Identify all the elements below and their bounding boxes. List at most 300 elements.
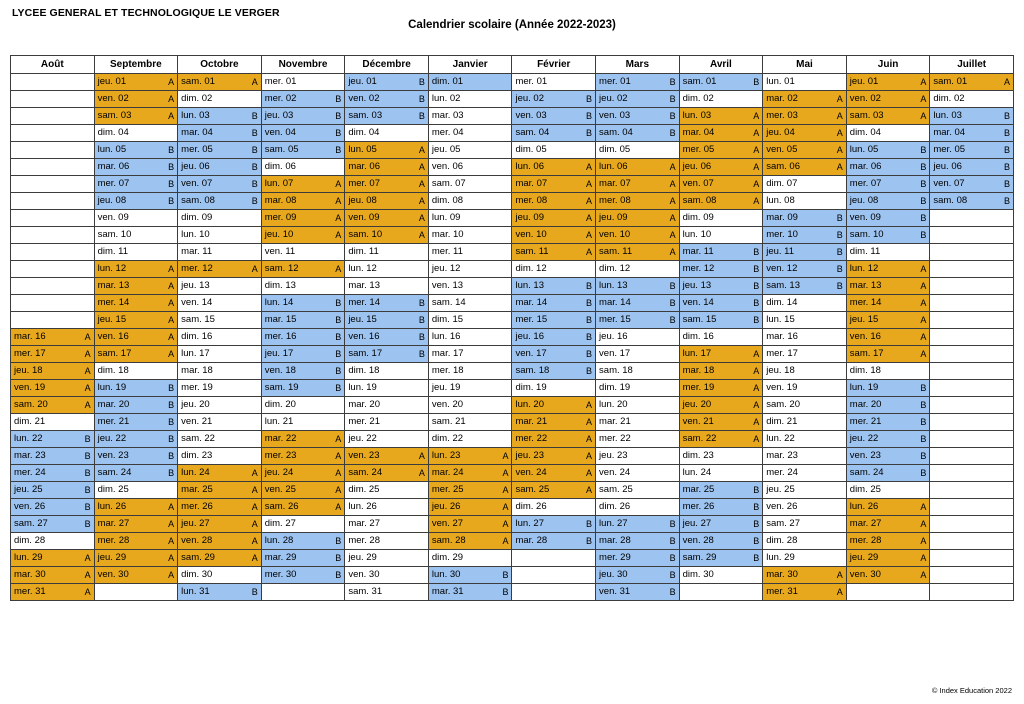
day-cell (261, 397, 345, 414)
day-label: dim. 22 (431, 433, 464, 444)
zone-label: B (168, 434, 175, 444)
day-cell (930, 244, 1014, 261)
day-cell (930, 584, 1014, 601)
day-cell (178, 499, 262, 516)
day-label: sam. 04 (599, 127, 633, 138)
day-cell (846, 142, 930, 159)
day-label: lun. 12 (348, 263, 377, 274)
day-label: mar. 21 (515, 416, 548, 427)
zone-label: A (251, 553, 258, 563)
day-label: ven. 03 (599, 110, 631, 121)
day-cell (596, 227, 680, 244)
day-cell (261, 176, 345, 193)
zone-label: A (502, 502, 509, 512)
day-cell (846, 584, 930, 601)
day-cell (763, 533, 847, 550)
day-label: mer. 03 (766, 110, 798, 121)
zone-label: B (251, 162, 258, 172)
day-label: mer. 17 (766, 348, 798, 359)
day-label: jeu. 08 (849, 195, 879, 206)
table-row (11, 210, 1014, 227)
day-label: lun. 06 (599, 161, 628, 172)
day-cell (345, 584, 429, 601)
day-cell (178, 363, 262, 380)
table-row (11, 550, 1014, 567)
day-label: mer. 14 (97, 297, 130, 308)
zone-label: A (753, 162, 760, 172)
day-cell (178, 465, 262, 482)
day-label: sam. 24 (97, 467, 132, 478)
day-label: dim. 25 (97, 484, 129, 495)
zone-label: A (836, 570, 843, 580)
day-cell (428, 142, 512, 159)
table-row (11, 380, 1014, 397)
zone-label: A (168, 519, 175, 529)
day-cell (345, 312, 429, 329)
day-cell (178, 397, 262, 414)
day-cell (763, 193, 847, 210)
day-label: dim. 21 (766, 416, 798, 427)
day-cell (428, 295, 512, 312)
day-cell (679, 108, 763, 125)
day-cell (11, 261, 95, 278)
day-cell (261, 312, 345, 329)
day-label: mer. 15 (599, 314, 631, 325)
day-label: lun. 27 (515, 518, 544, 529)
day-cell (846, 397, 930, 414)
day-cell (512, 210, 596, 227)
zone-label: B (920, 417, 927, 427)
day-cell (178, 159, 262, 176)
day-cell (11, 516, 95, 533)
day-cell (178, 533, 262, 550)
day-label: dim. 02 (682, 93, 714, 104)
day-label: sam. 29 (682, 552, 717, 563)
day-cell (763, 346, 847, 363)
day-cell (178, 346, 262, 363)
zone-label: B (1003, 128, 1010, 138)
day-label: ven. 09 (849, 212, 881, 223)
day-cell (930, 91, 1014, 108)
day-label: ven. 10 (599, 229, 631, 240)
zone-label: B (168, 451, 175, 461)
day-cell (512, 414, 596, 431)
day-cell (846, 210, 930, 227)
day-cell (512, 176, 596, 193)
day-label: mer. 11 (431, 246, 463, 257)
day-cell (428, 176, 512, 193)
day-label: lun. 05 (348, 144, 377, 155)
table-row (11, 142, 1014, 159)
day-cell (512, 431, 596, 448)
zone-label: A (335, 451, 342, 461)
zone-label: A (836, 162, 843, 172)
day-cell (596, 533, 680, 550)
zone-label: B (669, 94, 676, 104)
day-cell (428, 91, 512, 108)
zone-label: A (669, 247, 676, 257)
school-calendar-table (10, 55, 1014, 601)
day-cell (11, 244, 95, 261)
day-label: dim. 16 (181, 331, 213, 342)
day-cell (930, 74, 1014, 91)
day-cell (345, 482, 429, 499)
day-label: ven. 04 (264, 127, 296, 138)
day-cell (596, 91, 680, 108)
day-cell (428, 431, 512, 448)
zone-label: B (920, 196, 927, 206)
zone-label: A (753, 349, 760, 359)
day-cell (178, 329, 262, 346)
day-cell (763, 244, 847, 261)
day-label: lun. 26 (849, 501, 879, 512)
zone-label: A (836, 94, 843, 104)
day-cell (679, 74, 763, 91)
day-cell (261, 363, 345, 380)
column-header-5: Décembre (345, 56, 429, 74)
zone-label: B (335, 570, 342, 580)
day-cell (345, 346, 429, 363)
zone-label: B (84, 502, 91, 512)
day-cell (94, 278, 178, 295)
zone-label: A (920, 349, 927, 359)
day-label: lun. 14 (264, 297, 294, 308)
day-label: dim. 11 (97, 246, 129, 257)
day-label: mar. 11 (181, 246, 213, 257)
day-label: mar. 04 (181, 127, 213, 138)
day-cell (428, 533, 512, 550)
zone-label: A (168, 298, 175, 308)
day-cell (930, 465, 1014, 482)
day-label: lun. 17 (682, 348, 712, 359)
zone-label: B (1003, 162, 1010, 172)
day-cell (596, 346, 680, 363)
table-row (11, 108, 1014, 125)
day-cell (846, 227, 930, 244)
day-cell (846, 244, 930, 261)
day-cell (11, 414, 95, 431)
zone-label: A (669, 230, 676, 240)
day-cell (428, 210, 512, 227)
day-cell (763, 125, 847, 142)
day-label: sam. 12 (264, 263, 299, 274)
zone-label: A (753, 417, 760, 427)
day-cell (930, 346, 1014, 363)
zone-label: A (836, 111, 843, 121)
day-cell (11, 210, 95, 227)
day-cell (512, 533, 596, 550)
day-label: mer. 05 (933, 144, 966, 155)
day-cell (11, 295, 95, 312)
day-cell (930, 312, 1014, 329)
day-cell (94, 210, 178, 227)
zone-label: B (335, 315, 342, 325)
day-cell (679, 431, 763, 448)
day-cell (596, 142, 680, 159)
zone-label: A (84, 400, 91, 410)
day-label: ven. 10 (515, 229, 547, 240)
zone-label: A (168, 502, 175, 512)
zone-label: A (586, 417, 593, 427)
zone-label: A (1003, 77, 1010, 87)
zone-label: A (418, 451, 425, 461)
day-cell (261, 261, 345, 278)
zone-label: B (669, 315, 676, 325)
day-cell (261, 329, 345, 346)
day-label: jeu. 23 (599, 450, 628, 461)
zone-label: B (84, 434, 91, 444)
day-label: jeu. 22 (849, 433, 879, 444)
day-cell (11, 397, 95, 414)
day-label: mar. 25 (181, 484, 213, 495)
table-row (11, 346, 1014, 363)
day-cell (261, 414, 345, 431)
day-cell (512, 142, 596, 159)
table-row (11, 261, 1014, 278)
day-cell (512, 380, 596, 397)
day-label: mer. 19 (682, 382, 715, 393)
day-label: mer. 21 (348, 416, 380, 427)
day-cell (679, 227, 763, 244)
day-label: dim. 28 (14, 535, 46, 546)
day-cell (345, 210, 429, 227)
zone-label: A (168, 315, 175, 325)
zone-label: A (418, 145, 425, 155)
day-label: jeu. 16 (515, 331, 544, 342)
zone-label: B (168, 468, 175, 478)
day-cell (261, 74, 345, 91)
table-row (11, 295, 1014, 312)
day-cell (846, 567, 930, 584)
zone-label: A (502, 468, 509, 478)
day-cell (94, 176, 178, 193)
day-cell (261, 550, 345, 567)
day-label: jeu. 01 (348, 76, 377, 87)
zone-label: B (418, 332, 425, 342)
day-cell (846, 261, 930, 278)
day-label: dim. 16 (682, 331, 714, 342)
table-row (11, 516, 1014, 533)
day-label: ven. 05 (766, 144, 798, 155)
table-row (11, 584, 1014, 601)
day-cell (345, 193, 429, 210)
day-label: dim. 30 (181, 569, 213, 580)
day-label: mar. 29 (264, 552, 297, 563)
day-cell (763, 380, 847, 397)
day-cell (345, 465, 429, 482)
day-label: sam. 06 (766, 161, 800, 172)
day-cell (679, 567, 763, 584)
zone-label: A (753, 128, 760, 138)
table-row (11, 448, 1014, 465)
day-cell (428, 108, 512, 125)
zone-label: A (920, 281, 927, 291)
day-cell (512, 584, 596, 601)
day-label: dim. 25 (849, 484, 881, 495)
day-cell (94, 244, 178, 261)
day-label: ven. 18 (264, 365, 296, 376)
day-cell (596, 567, 680, 584)
zone-label: A (418, 179, 425, 189)
day-label: mer. 07 (97, 178, 130, 189)
zone-label: A (335, 502, 342, 512)
day-cell (763, 516, 847, 533)
day-label: lun. 19 (849, 382, 879, 393)
zone-label: B (586, 519, 593, 529)
day-cell (178, 550, 262, 567)
zone-label: B (753, 77, 760, 87)
zone-label: A (168, 536, 175, 546)
day-cell (930, 193, 1014, 210)
zone-label: B (753, 315, 760, 325)
day-label: jeu. 15 (97, 314, 127, 325)
day-label: jeu. 12 (431, 263, 461, 274)
day-cell (11, 567, 95, 584)
column-header-10: Mai (763, 56, 847, 74)
day-label: jeu. 15 (348, 314, 377, 325)
zone-label: A (251, 536, 258, 546)
zone-label: B (84, 519, 91, 529)
day-label: mer. 01 (264, 76, 297, 87)
day-label: jeu. 09 (515, 212, 544, 223)
day-label: mar. 24 (431, 467, 464, 478)
day-cell (596, 295, 680, 312)
zone-label: B (418, 315, 425, 325)
day-cell (596, 499, 680, 516)
day-cell (512, 448, 596, 465)
zone-label: B (920, 179, 927, 189)
table-row (11, 329, 1014, 346)
day-label: ven. 25 (264, 484, 296, 495)
zone-label: B (586, 536, 593, 546)
day-cell (930, 482, 1014, 499)
day-label: dim. 18 (97, 365, 129, 376)
zone-label: B (920, 230, 927, 240)
zone-label: B (251, 179, 258, 189)
table-header-row (11, 56, 1014, 74)
day-cell (178, 142, 262, 159)
zone-label: A (586, 230, 593, 240)
day-label: jeu. 20 (682, 399, 712, 410)
day-cell (679, 414, 763, 431)
zone-label: B (418, 349, 425, 359)
day-cell (261, 380, 345, 397)
day-cell (930, 516, 1014, 533)
day-cell (846, 74, 930, 91)
day-label: ven. 14 (682, 297, 714, 308)
zone-label: A (168, 281, 175, 291)
day-label: mar. 28 (599, 535, 631, 546)
day-label: sam. 18 (599, 365, 633, 376)
day-cell (428, 244, 512, 261)
day-label: ven. 30 (97, 569, 129, 580)
zone-label: A (920, 536, 927, 546)
zone-label: A (920, 502, 927, 512)
day-label: lun. 22 (14, 433, 43, 444)
day-cell (94, 499, 178, 516)
day-cell (679, 550, 763, 567)
zone-label: A (920, 570, 927, 580)
day-cell (596, 465, 680, 482)
zone-label: A (586, 434, 593, 444)
day-cell (596, 193, 680, 210)
zone-label: A (335, 230, 342, 240)
day-label: jeu. 20 (181, 399, 210, 410)
day-label: ven. 16 (849, 331, 881, 342)
day-cell (94, 295, 178, 312)
day-cell (178, 244, 262, 261)
day-cell (846, 108, 930, 125)
day-cell (930, 329, 1014, 346)
day-cell (345, 91, 429, 108)
day-label: jeu. 11 (766, 246, 795, 257)
zone-label: B (669, 77, 676, 87)
day-label: sam. 25 (599, 484, 633, 495)
day-cell (428, 567, 512, 584)
zone-label: B (586, 366, 593, 376)
day-label: jeu. 27 (181, 518, 210, 529)
day-cell (596, 380, 680, 397)
day-cell (679, 312, 763, 329)
table-row (11, 125, 1014, 142)
day-label: ven. 16 (348, 331, 380, 342)
day-label: sam. 10 (97, 229, 132, 240)
day-cell (763, 261, 847, 278)
day-cell (763, 584, 847, 601)
day-label: mar. 25 (682, 484, 715, 495)
day-cell (512, 550, 596, 567)
zone-label: A (251, 264, 258, 274)
zone-label: A (920, 315, 927, 325)
zone-label: B (586, 281, 593, 291)
day-cell (930, 380, 1014, 397)
day-label: jeu. 08 (348, 195, 377, 206)
day-cell (679, 499, 763, 516)
day-cell (178, 261, 262, 278)
day-label: sam. 29 (181, 552, 215, 563)
zone-label: A (836, 145, 843, 155)
day-cell (345, 295, 429, 312)
zone-label: A (753, 434, 760, 444)
day-label: dim. 07 (766, 178, 798, 189)
day-label: sam. 13 (766, 280, 800, 291)
day-label: mar. 03 (431, 110, 464, 121)
day-label: sam. 28 (431, 535, 466, 546)
zone-label: B (335, 298, 342, 308)
day-label: lun. 30 (431, 569, 461, 580)
day-label: dim. 11 (348, 246, 379, 257)
day-label: jeu. 13 (181, 280, 210, 291)
day-cell (11, 91, 95, 108)
day-label: mar. 30 (766, 569, 798, 580)
zone-label: A (586, 247, 593, 257)
day-label: dim. 02 (933, 93, 965, 104)
zone-label: B (753, 298, 760, 308)
day-cell (846, 346, 930, 363)
day-label: sam. 17 (849, 348, 884, 359)
day-label: jeu. 29 (849, 552, 879, 563)
zone-label: B (669, 281, 676, 291)
day-label: ven. 07 (181, 178, 213, 189)
day-cell (11, 380, 95, 397)
day-label: lun. 21 (264, 416, 294, 427)
day-label: lun. 03 (181, 110, 210, 121)
day-label: dim. 30 (682, 569, 714, 580)
day-cell (428, 329, 512, 346)
day-label: jeu. 22 (97, 433, 127, 444)
zone-label: A (669, 162, 676, 172)
zone-label: A (753, 383, 760, 393)
